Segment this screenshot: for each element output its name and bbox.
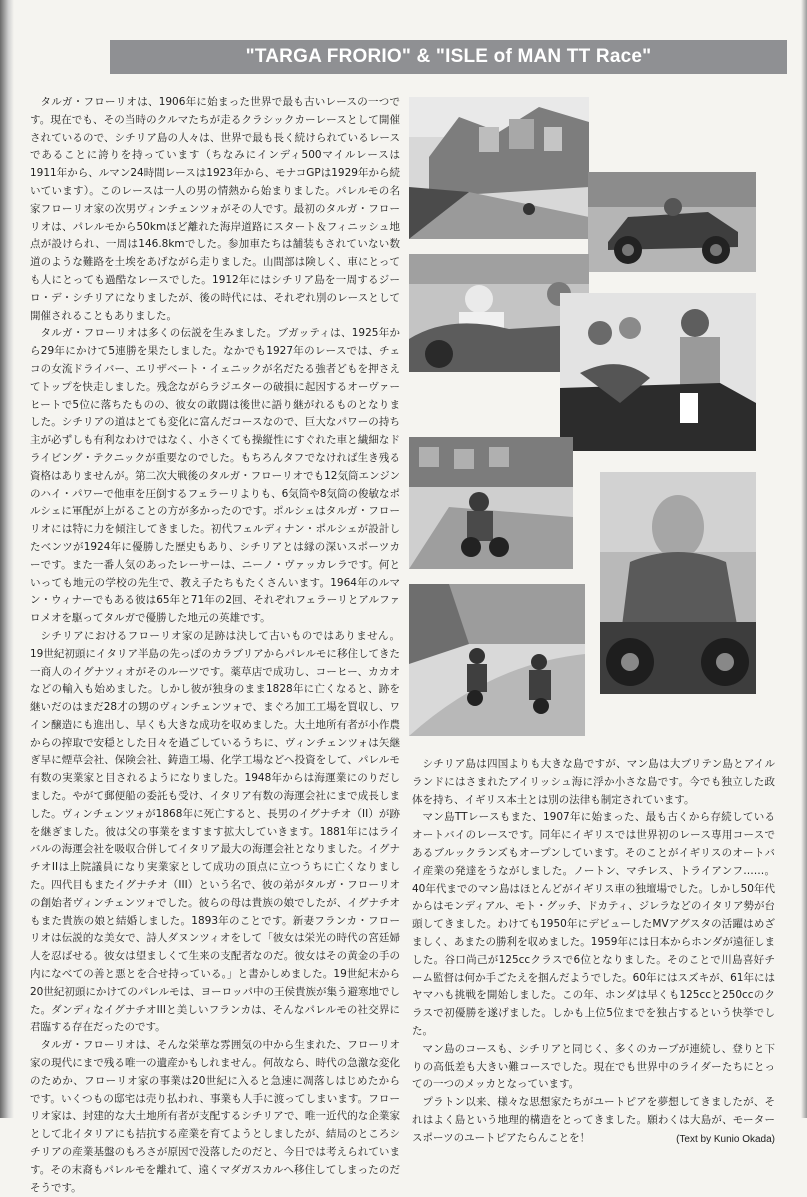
motorcycle-rider-street-photo: [409, 437, 573, 569]
author-credit: (Text by Kunio Okada): [676, 1133, 775, 1145]
motorcycle-race-road-photo: [409, 584, 585, 736]
paragraph: タルガ・フローリオは多くの伝説を生みました。ブガッティは、1925年から29年にかけて5連勝を果たしました。なかでも1927年のレースでは、チェコの女流ドライバー、エリザベート・イェニックが名だたる強者どもを押さえてトップを快走しました。残念ながらラジエターの破損に起因するオーヴァーヒートで5位に落ちたものの、彼女の敢闘は後世に語り継がれるものとなりました。シチリアの道はとても変化に富んだコースなので、巨大なパワーの持ち主が必ずしも有利なわけではなく、小さくても操縦性にすぐれた車と繊細なドライビング・テクニックが重要なのでした。もちろんタフでなければ生き残る資格はありませんが。第二次大戦後のタルガ・フローリオでも12気筒エンジンのハイ・パワーで他車を圧倒するフェラーリよりも、6気筒や8気筒の俊敏なポルシェに軍配が上がることの方が多かったのです。ポルシェはタルガ・フローリオには特に力を傾注してきました。初代フェルディナン・ポルシェが設計したベンツが1924年に優勝した歴史もあり、シチリアとは縁の深いスポーツカーです。また一番人気のあったレーサーは、ニーノ・ヴァッカレラです。何といっても地元の学校の先生で、教え子たちもたくさんいます。1964年のルマン・ウィナーでもある彼は65年と71年の2回、それぞれフェラーリとアルファロメオを駆ってタルガで優勝した地元の英雄です。: [30, 327, 400, 625]
right-text-column: [412, 756, 775, 1148]
title-banner: [110, 40, 787, 74]
paragraph: シチリアにおけるフローリオ家の足跡は決して古いものではありません。19世紀初頭にイタリア半島の先っぽのカラブリアからパレルモに移住してきた一商人のイグナツィオがそのルーツです。薬草店で成功し、コーヒー、カカオなどの輸入も始めました。しかし彼が独身のまま1828年に亡くなると、跡を継いだのはまだ28才の甥のヴィンチェンツォで、まぐろ加工工場を買収し、ワイン醸造にも進出し、早くも大きな成功を収めました。大土地所有者が小作農からの搾取で安穏とした日々を過ごしているうちに、ヴィンチェンツォは矢継ぎ早に煙草会社、保険会社、鋳造工場、化学工場などへ投資をして、パレルモ有数の実業家と目されるようになりました。1948年からは海運業にのりだしました。やがて郵便船の委託も受け、イタリア有数の海運会社にまで成長しました。ヴィンチェンツォが1868年に死亡すると、長男のイグナチオ（II）が跡を継ぎました。彼は父の事業をますます拡大していきます。1881年にはライバルの海運会社を吸収合併してイタリア最大の海運会社となりました。イグナチオIIは上院議員になり実業家として成功の頂点に立つうちに亡くなりました。四代目もまたイグナチオ（III）という名で、彼の弟がタルガ・フローリオの創始者ヴィンチェンツォでした。彼らの母は貴族の娘でしたが、イグナチオもまた貴族の娘と結婚しました。1893年のことです。新妻フランカ・フローリオは伝説的な美女で、詩人ダヌンツィオをして「彼女は栄光の時代の宮廷婦人を忍ばせる。彼女は望ましくて生来の支配者なのだ。彼女はその黄金の手の内になべての善と悪とを合せ持っている。」と書かしめました。19世紀末から20世紀初頭にかけてのパレルモは、ヨーロッパ中の王侯貴族が集う避寒地でした。ダンディなイグナチオIIIと美しいフランカは、そんなパレルモの社交界に君臨する存在だったのです。: [30, 629, 400, 1034]
hillside-town-race-photo: [409, 97, 589, 239]
paragraph: マン島TTレースもまた、1907年に始まった、最も古くから存続しているオートバイのレースです。同年にイギリスでは世界初のレース専用コースであるブルックランズもオープンしています。そのことがイギリスのオートバイ産業の発達をうながしました。ノートン、マチレス、トライアンフ……。40年代までのマン島はほとんどがイギリス車の独壇場でした。しかし50年代からはモンディアル、モト・グッチ、ドカティ、ジレラなどのイタリア勢が台頭してきました。わけても1950年にデビューしたMVアグスタの活躍はめざましく、あまたの勝利を収めました。1959年には日本からホンダが遠征しました。谷口尚己が125ccクラスで6位となりました。そのことで川島喜好チーム監督は何か手ごたえを掴んだようでした。60年にはスズキが、61年にはヤマハも挑戦を開始しました。この年、ホンダは早くも125ccと250ccのクラスで初優勝を遂げました。しかも上位5位までを独占するという快挙でした。: [412, 811, 775, 1037]
paragraph: マン島のコースも、シチリアと同じく、多くのカーブが連続し、登りと下りの高低差も大きい難コースでした。現在でも世界中のライダーたちにとっての一つのメッカとなっています。: [412, 1042, 775, 1091]
paragraph: タルガ・フローリオは、1906年に始まった世界で最も古いレースの一つです。現在でも、その当時のクルマたちが走るクラシックカーレースとして開催されているので、シチリア島の人々は、世界で最も長く続けられているレースであることに誇りを持っています（ちなみにインディ500マイルレースは1911年から、ルマン24時間レースは1923年から、モナコGPは1929年から続いています）。このレースは一人の男の情熱から始まりました。パレルモの名家フローリオ家の次男ヴィンチェンツォがその人です。最初のタルガ・フローリオは、パレルモから50kmほど離れた海岸道路にスタート＆フィニッシュ地点が設けられ、一周は146.8kmでした。参加車たちは舗装もされていない数道のような難路を土埃をあげながら走りました。山間部は険しく、車にとっても人にとっても過酷なレースでした。1912年にはシチリア島を一周するジーロ・デ・シチリアになりましたが、後の時代には、それぞれ別のレースとして開催されることもありました。: [30, 96, 400, 322]
page-title: "TARGA FRORIO" & "ISLE of MAN TT Race": [245, 46, 652, 67]
paragraph: プラトン以来、様々な思想家たちがユートピアを夢想してきましたが、それはよく島という地理的構造をとってきました。願わくは大島が、モータースポーツのユートピアたらんことを！: [412, 1096, 775, 1144]
race-car-crew-photo: [560, 293, 756, 451]
bugatti-race-car-photo: [588, 172, 756, 272]
page-edge-shadow: [0, 0, 14, 1118]
rider-portrait-photo: [600, 472, 756, 694]
paragraph: シチリア島は四国よりも大きな島ですが、マン島は大ブリテン島とアイルランドにはさまれたアイリッシュ海に浮か小さな島です。今でも独立した政体を持ち、イギリス本土とは別の法律も制定されています。: [412, 758, 775, 806]
page-edge-shadow-right: [801, 0, 807, 1118]
left-text-column: [30, 94, 400, 1197]
paragraph: タルガ・フローリオは、そんな栄華な雰囲気の中から生まれた、フローリオ家の現代にまで残る唯一の遺産かもしれません。何故なら、時代の急激な変化のためか、フローリオ家の事業は20世紀に入ると急速に凋落しはじめたからです。いくつもの邸宅は売り払われ、事業も人手に渡ってしまいます。フローリオ家は、封建的な大土地所有者が支配するシチリアで、唯一近代的な企業家として北イタリアにも拮抗する産業を育てようとしましたが、結局のところシチリアの産業基盤のもろさが原因で没落したのだと、今日では考えられています。その末裔もパレルモを離れて、遠くマダガスカルへ移住してしまったのだそうです。: [30, 1039, 400, 1194]
